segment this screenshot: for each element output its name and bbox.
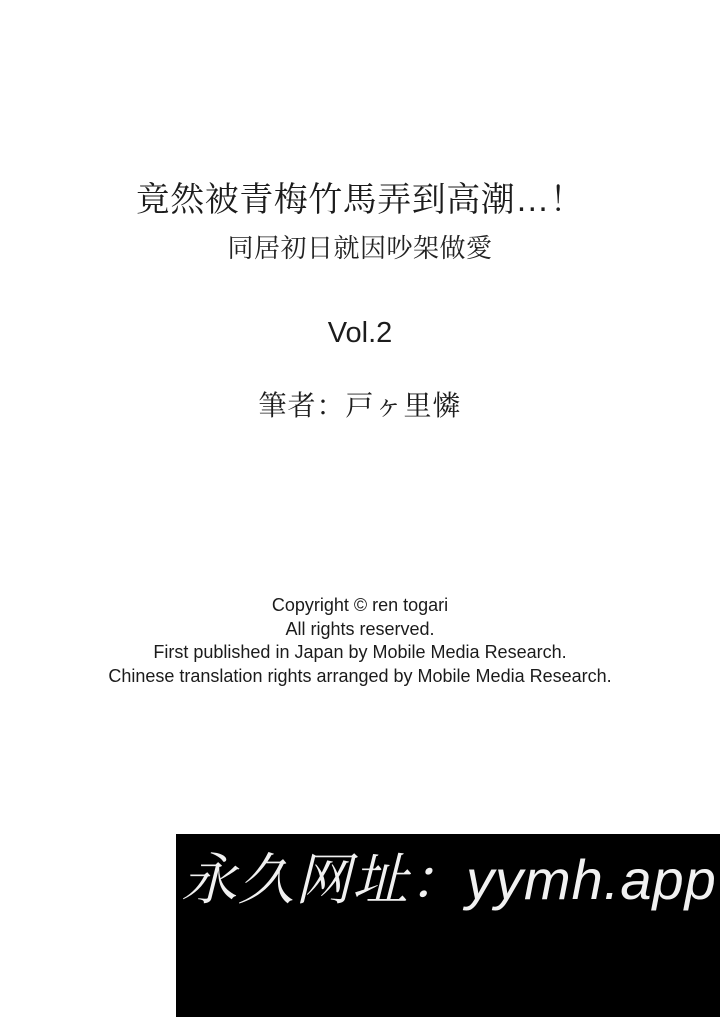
volume-label: Vol.2 — [327, 317, 393, 349]
manga-subtitle: 同居初日就因吵架做愛 — [227, 233, 493, 263]
author-credit: 筆者：戸ヶ里憐 — [258, 390, 462, 421]
permanent-url-watermark: 永久网址：yymh.app — [181, 848, 717, 911]
copyright-block — [0, 594, 720, 688]
copyright-line: Copyright © ren togari — [271, 595, 449, 615]
watermark-banner — [176, 834, 720, 1017]
copyright-line: First published in Japan by Mobile Media Research. — [153, 642, 567, 662]
copyright-line: All rights reserved. — [285, 618, 435, 639]
manga-title: 竟然被青梅竹馬弄到高潮…！ — [135, 181, 585, 219]
copyright-line: Chinese translation rights arranged by Mobile Media Research. — [108, 665, 612, 686]
